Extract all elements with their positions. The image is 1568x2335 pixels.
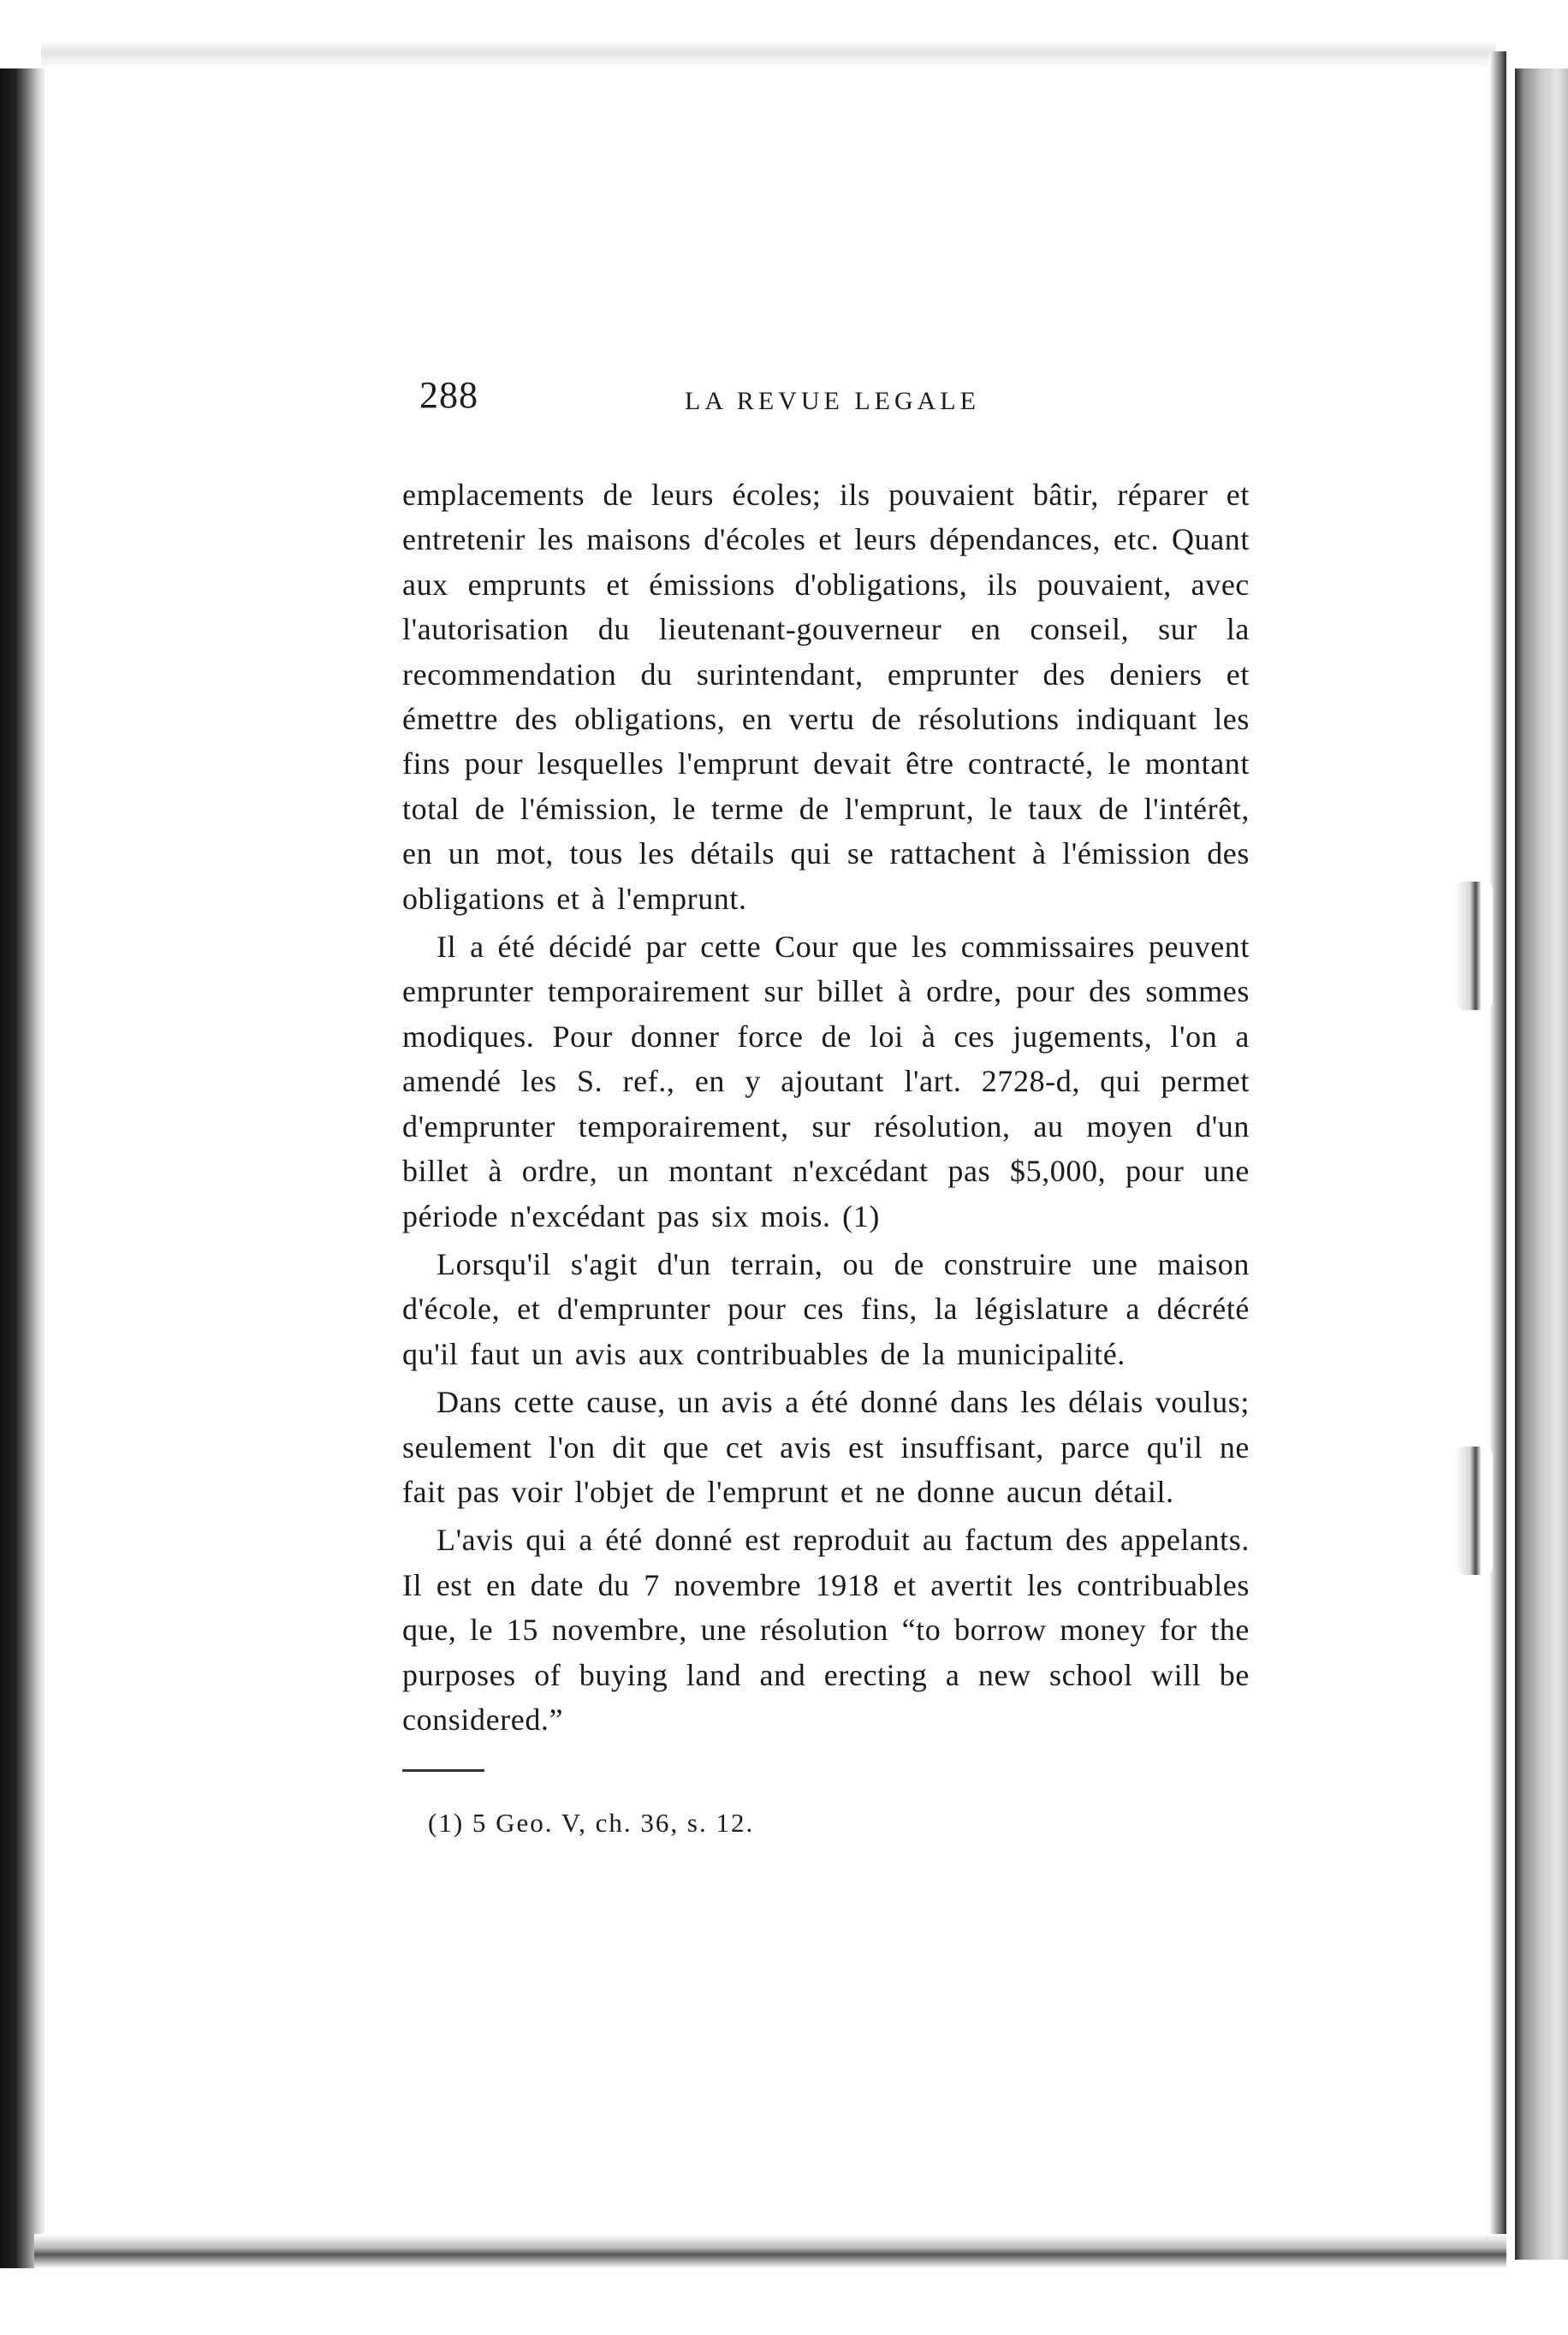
- footnote-rule: [402, 1769, 484, 1772]
- binding-clip-upper: [1455, 882, 1493, 1010]
- page-body: [402, 472, 1250, 1742]
- page-header: [402, 368, 1250, 428]
- paragraph-3: Lorsqu'il s'agit d'un terrain, ou de construire une maison d'école, et d'emprunter pour ces fins, la législature a décrété qu'il faut un avis aux contribuables de la municipalité.: [402, 1246, 1250, 1371]
- scan-bottom-edge: [34, 2234, 1506, 2268]
- scan-left-edge: [0, 68, 45, 2268]
- paragraph-2: Il a été décidé par cette Cour que les commissaires peuvent emprunter temporairement sur billet à ordre, pour des sommes modiques. Pour donner force de loi à ces jugements, l'on a amendé les S. ref., en y ajoutant l'art. 2728-d, qui permet d'emprunter temporairement, sur résolution, au moyen d'un billet à ordre, un montant n'excédant pas $5,000, pour une période n'excédant pas six mois. (1): [402, 930, 1250, 1233]
- binding-clip-lower: [1455, 1447, 1493, 1575]
- book-page: [402, 368, 1250, 1839]
- footnote: (1) 5 Geo. V, ch. 36, s. 12.: [428, 1808, 755, 1839]
- scan-top-edge: [41, 41, 1496, 67]
- paragraph-5: L'avis qui a été donné est reproduit au factum des appelants. Il est en date du 7 novembre 1918 et avertit les contribuables que, le 15 novembre, une résolution “to borrow money for the purposes of buying land and erecting a new school will be considered.”: [402, 1523, 1250, 1737]
- paragraph-1: emplacements de leurs écoles; ils pouvaient bâtir, réparer et entretenir les maisons d'écoles et leurs dépendances, etc. Quant aux emprunts et émissions d'obligations, ils pouvaient, avec l'autorisation du lieutenant-gouverneur en conseil, sur la recommendation du surintendant, emprunter des deniers et émettre des obligations, en vertu de résolutions indiquant les fins pour lesquelles l'emprunt devait être contracté, le montant total de l'émission, le terme de l'emprunt, le taux de l'intérêt, en un mot, tous les détails qui se rattachent à l'émission des obligations et à l'emprunt.: [402, 478, 1250, 916]
- paragraph-4: Dans cette cause, un avis a été donné dans les délais voulus; seulement l'on dit que cet avis est insuffisant, parce qu'il ne fait pas voir l'objet de l'emprunt et ne donne aucun détail.: [402, 1385, 1250, 1509]
- book-spine: [1515, 68, 1568, 2260]
- scan-right-edge: [1489, 51, 1506, 2260]
- running-head: LA REVUE LEGALE: [685, 387, 980, 415]
- page-number: 288: [419, 374, 478, 416]
